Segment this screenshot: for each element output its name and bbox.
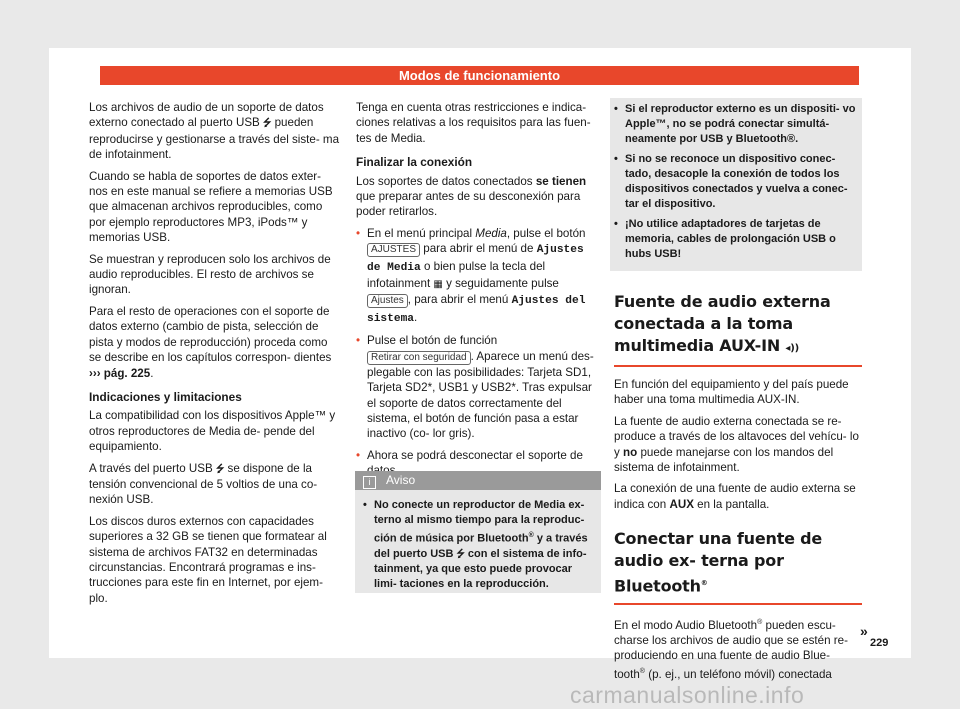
subheading: Finalizar la conexión (356, 155, 473, 170)
list-item: • En el menú principal Media, pulse el botón AJUSTES para abrir el menú de Ajustes de Media o bien pulse la tecla del infotainment ▦ y seguidamente pulse Ajustes , para abrir el menú Ajustes del sistema. (356, 226, 600, 327)
list-item: • Pulse el botón de función Retirar con seguridad . Aparece un menú des- plegable con las posibilidades: Tarjeta SD1, Tarjeta SD2*, USB1 y USB2*. Tras expulsar el soporte de datos correctamente del sistema, el botón de función pasa a estar inactivo (co- lor gris). (356, 333, 600, 441)
notice-text: • No conecte un reproductor de Media ex- terno al mismo tiempo para la reproduc- ción de música por Bluetooth® y a través del puerto USB ⭍ con el sistema de info- tainment, ya que esto puede provocar limi- taciones en la reproducción. (363, 499, 588, 590)
section-heading-bluetooth: Conectar una fuente de audio ex- terna por Bluetooth® (614, 528, 862, 604)
continue-chevron-icon: » (860, 623, 868, 639)
notice-item: • Si no se reconoce un dispositivo conec- tado, desacople la conexión de todos los dispositivos conectados y vuelva a conec- tar el dispositivo. (614, 152, 858, 212)
column-2 (356, 100, 600, 485)
aux-sound-icon: ◂)) (785, 343, 799, 354)
paragraph: En función del equipamiento y del país puede haber una toma multimedia AUX-IN. (614, 378, 849, 407)
ajustes-small-button[interactable]: Ajustes (367, 294, 408, 308)
usb-icon: ⭍ (263, 118, 272, 130)
paragraph: A través del puerto USB ⭍ se dispone de la tensión convencional de 5 voltios de una co- nexión USB. (89, 461, 318, 507)
list-item: • Ahora se podrá desconectar el soporte de (356, 448, 600, 479)
watermark: carmanualsonline.info (570, 682, 805, 708)
page-number: 229 (870, 637, 889, 649)
paragraph: Se muestran y reproducen solo los archivos de audio reproducibles. El resto de archivos se ignoran. (89, 252, 331, 297)
notice-continuation (610, 98, 862, 271)
usb-icon: ⭍ (456, 548, 465, 560)
menu-grid-icon: ▦ (433, 279, 443, 291)
notice-header: i Aviso (355, 471, 601, 490)
notice-item: • ¡No utilice adaptadores de tarjetas de memoria, cables de prolongación USB o hubs USB! (614, 217, 858, 262)
column-3 (614, 100, 862, 688)
section-header: Modos de funcionamiento (100, 66, 859, 85)
page-reference-link[interactable]: ››› pág. 225 (89, 366, 151, 380)
info-icon: i (363, 476, 376, 489)
section-heading-aux: Fuente de audio externa conectada a la toma multimedia AUX-IN ◂)) (614, 291, 862, 367)
retirar-con-seguridad-button[interactable]: Retirar con seguridad (367, 351, 471, 365)
paragraph: Los discos duros externos con capacidades superiores a 32 GB se tienen que formatear al sistema de archivos FAT32 en determinadas circunstancias. Encontrará programas e ins- trucciones para este fin en Internet, por ejem- plo. (89, 514, 327, 605)
notice-item: • Si el reproductor externo es un dispositi- vo Apple™, no se podrá conectar simultá- neamente por USB y Bluetooth®. (614, 102, 858, 147)
column-1 (89, 100, 341, 612)
paragraph: Tenga en cuenta otras restricciones e indica- ciones relativas a los requisitos para las fuen- tes de Media. (356, 101, 591, 145)
ajustes-button[interactable]: AJUSTES (367, 243, 420, 257)
paragraph: Los archivos de audio de un soporte de datos externo conectado al puerto USB ⭍ pueden reproducirse y gestionarse a través del siste- ma de infotainment. (89, 101, 340, 162)
paragraph: La compatibilidad con los dispositivos Apple™ y otros reproductores de Media de- pende del equipamiento. (89, 409, 336, 454)
subheading: Indicaciones y limitaciones (89, 389, 242, 404)
notice-box (355, 471, 601, 593)
paragraph: En el modo Audio Bluetooth® pueden escu- charse los archivos de audio que se estén re- produciendo en una fuente de audio Blue- tooth® (p. ej., un teléfono móvil) conectada (614, 618, 848, 681)
usb-icon: ⭍ (215, 463, 225, 475)
paragraph: Los soportes de datos conectados se tienen que preparar antes de su desconexión para poder retirarlos. (356, 174, 587, 219)
paragraph: La conexión de una fuente de audio externa se indica con AUX en la pantalla. (614, 482, 856, 511)
paragraph: Cuando se habla de soportes de datos exter- nos en este manual se refiere a memorias USB que almacenan archivos reproducibles, como por ejemplo reproductores MP3, iPods™ y memorias USB. (89, 169, 333, 245)
paragraph: La fuente de audio externa conectada se re- produce a través de los altavoces del vehícu- lo y no puede manejarse con los mandos del sistema de infotainment. (614, 414, 859, 475)
paragraph: Para el resto de operaciones con el soporte de datos externo (cambio de pista, selección de pista y modos de reproducción) proceda como se describe en los capítulos correspon- dientes ››› pág. 225. (89, 304, 332, 380)
